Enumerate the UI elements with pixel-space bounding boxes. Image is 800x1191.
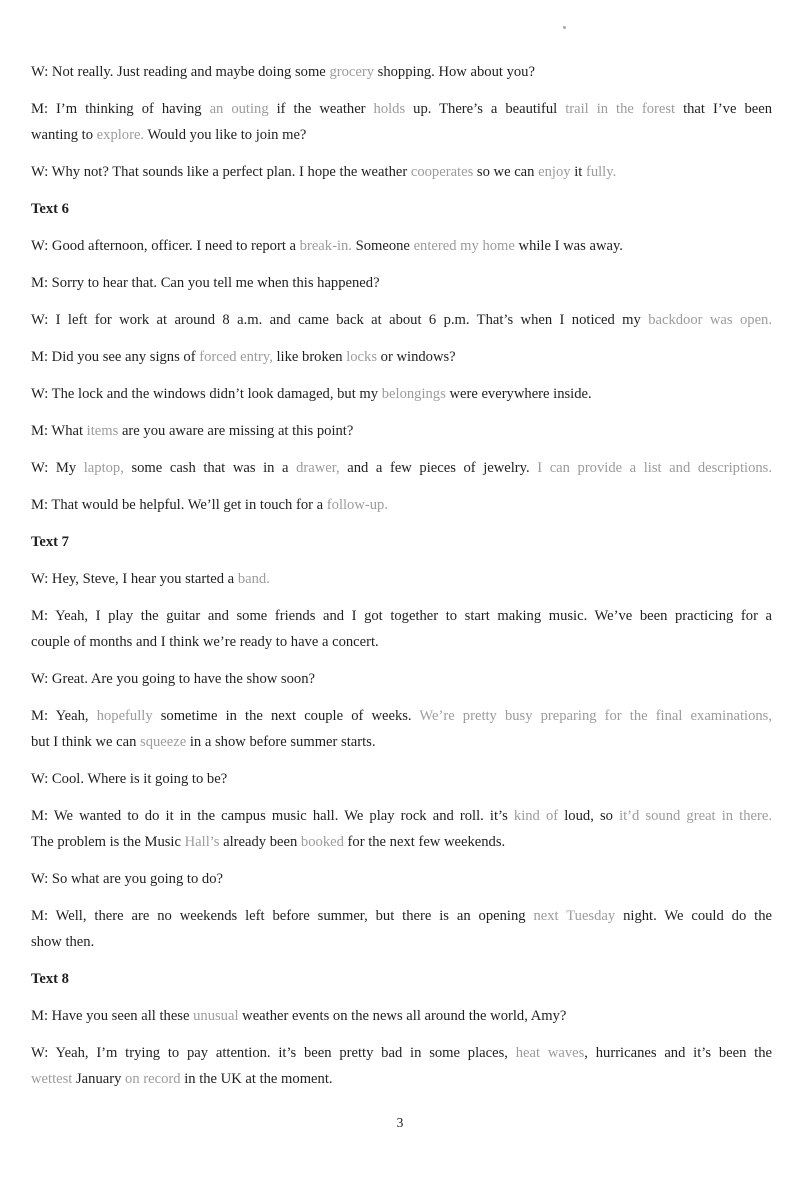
text-segment: The problem is the Music xyxy=(31,834,185,850)
text-segment: weather events on the news all around the world, Amy? xyxy=(238,1008,567,1024)
text-segment: that I’ve been xyxy=(675,101,772,117)
text-line xyxy=(31,866,772,892)
highlighted-keyword: entered my home xyxy=(413,238,515,254)
highlighted-keyword: kind of xyxy=(513,808,559,824)
text-line xyxy=(31,529,772,555)
text-segment: Someone xyxy=(351,238,414,254)
highlighted-keyword: forced entry, xyxy=(199,349,273,365)
highlighted-keyword: squeeze xyxy=(140,734,187,750)
text-segment: M: Yeah, I play the guitar and some friends and I got together to start making music. We’ve been practicing for a xyxy=(31,608,772,624)
text-segment: night. We could do the xyxy=(615,908,773,924)
text-line xyxy=(31,159,772,185)
text-line xyxy=(31,603,772,629)
text-line xyxy=(31,307,772,333)
highlighted-keyword: follow-up. xyxy=(326,497,388,513)
text-line xyxy=(31,629,772,655)
dialogue-paragraph xyxy=(31,603,772,655)
text-segment: M: We wanted to do it in the campus music hall. We play rock and roll. it’s xyxy=(31,808,514,824)
text-line xyxy=(31,803,772,829)
dialogue-paragraph xyxy=(31,803,772,855)
text-line xyxy=(31,966,772,992)
text-segment: so we can xyxy=(473,164,539,180)
text-segment: already been xyxy=(219,834,301,850)
highlighted-keyword: break-in. xyxy=(299,238,352,254)
highlighted-keyword: next Tuesday xyxy=(533,908,616,924)
highlighted-keyword: I can provide a list and descriptions. xyxy=(537,460,772,476)
text-segment: M: I’m thinking of having xyxy=(31,101,210,117)
text-line xyxy=(31,1040,772,1066)
dialogue-paragraph xyxy=(31,270,772,296)
text-line xyxy=(31,59,772,85)
text-segment: if the weather xyxy=(268,101,374,117)
text-segment: shopping. How about you? xyxy=(374,64,535,80)
highlighted-keyword: locks xyxy=(346,349,378,365)
section-heading xyxy=(31,529,772,555)
highlighted-keyword: trail in the forest xyxy=(565,101,676,117)
highlighted-keyword: fully. xyxy=(585,164,617,180)
document-body xyxy=(31,59,772,1103)
text-segment: sometime in the next couple of weeks. xyxy=(152,708,420,724)
text-segment: W: Not really. Just reading and maybe doing some xyxy=(31,64,330,80)
text-segment: in the UK at the moment. xyxy=(180,1071,333,1087)
text-segment: W: Hey, Steve, I hear you started a xyxy=(31,571,238,587)
text-segment: M: Well, there are no weekends left before summer, but there is an opening xyxy=(31,908,534,924)
dialogue-paragraph xyxy=(31,307,772,333)
dialogue-paragraph xyxy=(31,903,772,955)
text-line xyxy=(31,270,772,296)
text-segment: are you aware are missing at this point? xyxy=(118,423,354,439)
text-segment: or windows? xyxy=(377,349,456,365)
highlighted-keyword: Hall’s xyxy=(184,834,220,850)
dialogue-paragraph xyxy=(31,344,772,370)
text-segment: M: Have you seen all these xyxy=(31,1008,194,1024)
text-line xyxy=(31,766,772,792)
text-line xyxy=(31,1003,772,1029)
highlighted-keyword: We’re pretty busy preparing for the final examinations, xyxy=(419,708,773,724)
text-segment: wanting to xyxy=(31,127,97,143)
text-segment: but I think we can xyxy=(31,734,141,750)
highlighted-keyword: heat waves xyxy=(515,1045,585,1061)
highlighted-keyword: booked xyxy=(300,834,344,850)
text-segment: January xyxy=(72,1071,126,1087)
highlighted-keyword: drawer, xyxy=(296,460,340,476)
highlighted-keyword: items xyxy=(86,423,119,439)
highlighted-keyword: explore. xyxy=(96,127,145,143)
text-line xyxy=(31,492,772,518)
text-segment: W: My xyxy=(31,460,84,476)
text-segment: Text 7 xyxy=(31,534,69,550)
text-segment: some cash that was in a xyxy=(123,460,297,476)
highlighted-keyword: enjoy xyxy=(538,164,571,180)
dialogue-paragraph xyxy=(31,866,772,892)
text-segment: W: I left for work at around 8 a.m. and came back at about 6 p.m. That’s when I noticed my xyxy=(31,312,649,328)
text-segment: Would you like to join me? xyxy=(144,127,307,143)
text-segment: W: Why not? That sounds like a perfect plan. I hope the weather xyxy=(31,164,411,180)
text-segment: loud, so xyxy=(558,808,620,824)
dialogue-paragraph xyxy=(31,766,772,792)
text-line xyxy=(31,729,772,755)
text-segment: M: That would be helpful. We’ll get in touch for a xyxy=(31,497,327,513)
text-line xyxy=(31,929,772,955)
text-segment: up. There’s a beautiful xyxy=(405,101,566,117)
text-segment: in a show before summer starts. xyxy=(186,734,376,750)
text-line xyxy=(31,381,772,407)
text-segment: and a few pieces of jewelry. xyxy=(339,460,538,476)
text-segment: M: What xyxy=(31,423,87,439)
section-heading xyxy=(31,966,772,992)
text-line xyxy=(31,903,772,929)
text-segment: show then. xyxy=(31,934,95,950)
text-line xyxy=(31,96,772,122)
dialogue-paragraph xyxy=(31,159,772,185)
highlighted-keyword: hopefully xyxy=(96,708,153,724)
text-line xyxy=(31,233,772,259)
dialogue-paragraph xyxy=(31,1003,772,1029)
dialogue-paragraph xyxy=(31,492,772,518)
text-segment: M: Sorry to hear that. Can you tell me when this happened? xyxy=(31,275,380,291)
highlighted-keyword: unusual xyxy=(193,1008,239,1024)
text-line xyxy=(31,455,772,481)
text-segment: W: Cool. Where is it going to be? xyxy=(31,771,228,787)
highlighted-keyword: cooperates xyxy=(410,164,474,180)
text-segment: couple of months and I think we’re ready to have a concert. xyxy=(31,634,379,650)
text-segment: were everywhere inside. xyxy=(445,386,592,402)
text-line xyxy=(31,344,772,370)
highlighted-keyword: an outing xyxy=(209,101,269,117)
text-line xyxy=(31,122,772,148)
dialogue-paragraph xyxy=(31,566,772,592)
page-number: 3 xyxy=(396,1115,404,1130)
highlighted-keyword: wettest xyxy=(31,1071,73,1087)
text-segment: , hurricanes and it’s been the xyxy=(584,1045,772,1061)
highlighted-keyword: it’d sound great in there. xyxy=(619,808,772,824)
highlighted-keyword: belongings xyxy=(381,386,446,402)
text-segment: Text 6 xyxy=(31,201,69,217)
text-segment: like broken xyxy=(272,349,347,365)
dialogue-paragraph xyxy=(31,233,772,259)
text-segment: W: Great. Are you going to have the show soon? xyxy=(31,671,315,687)
text-segment: for the next few weekends. xyxy=(343,834,506,850)
text-segment: W: So what are you going to do? xyxy=(31,871,223,887)
highlighted-keyword: holds xyxy=(373,101,406,117)
text-segment: it xyxy=(570,164,586,180)
text-segment: W: Good afternoon, officer. I need to report a xyxy=(31,238,300,254)
dialogue-paragraph xyxy=(31,455,772,481)
text-segment: M: Yeah, xyxy=(31,708,97,724)
dialogue-paragraph xyxy=(31,703,772,755)
text-line xyxy=(31,666,772,692)
dialogue-paragraph xyxy=(31,59,772,85)
section-heading xyxy=(31,196,772,222)
highlighted-keyword: band. xyxy=(237,571,270,587)
text-line xyxy=(31,1066,772,1092)
text-segment: while I was away. xyxy=(514,238,623,254)
text-segment: W: Yeah, I’m trying to pay attention. it’s been pretty bad in some places, xyxy=(31,1045,516,1061)
highlighted-keyword: on record xyxy=(125,1071,181,1087)
dialogue-paragraph xyxy=(31,666,772,692)
text-line xyxy=(31,566,772,592)
dialogue-paragraph xyxy=(31,96,772,148)
text-segment: M: Did you see any signs of xyxy=(31,349,200,365)
dialogue-paragraph xyxy=(31,381,772,407)
text-line xyxy=(31,418,772,444)
text-line xyxy=(31,703,772,729)
text-line xyxy=(31,196,772,222)
highlighted-keyword: laptop, xyxy=(83,460,124,476)
text-segment: W: The lock and the windows didn’t look damaged, but my xyxy=(31,386,382,402)
highlighted-keyword: grocery xyxy=(329,64,375,80)
highlighted-keyword: backdoor was open. xyxy=(648,312,772,328)
dialogue-paragraph xyxy=(31,1040,772,1092)
stray-dot-mark xyxy=(563,26,566,29)
text-segment: Text 8 xyxy=(31,971,69,987)
dialogue-paragraph xyxy=(31,418,772,444)
text-line xyxy=(31,829,772,855)
